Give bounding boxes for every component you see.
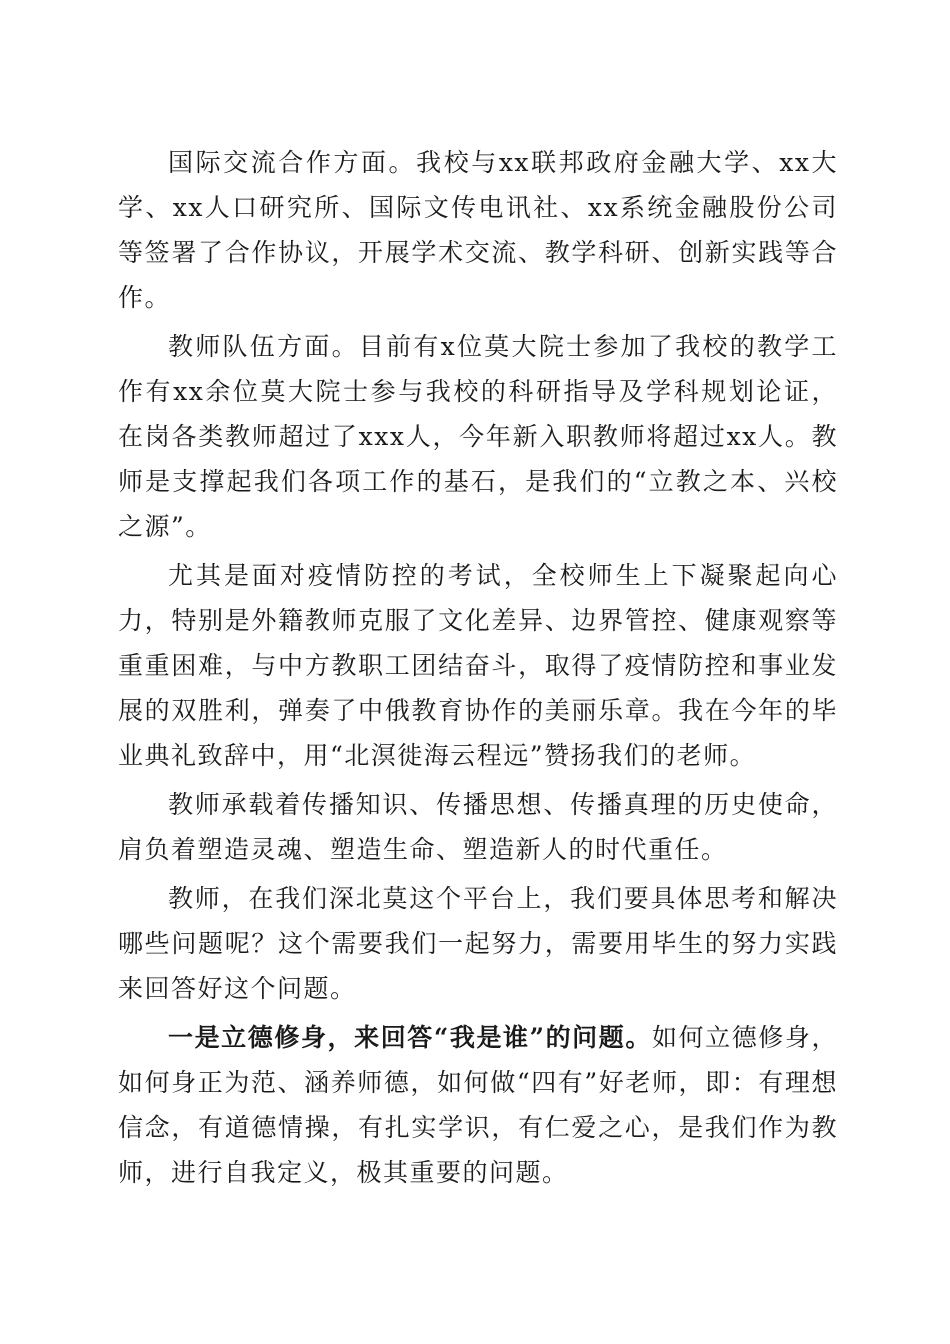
paragraph-lead-bold: 一是立德修身，来回答“我是谁”的问题。 xyxy=(168,1023,652,1052)
paragraph-teacher-mission xyxy=(118,782,838,872)
paragraph-text: 教师，在我们深北莫这个平台上，我们要具体思考和解决哪些问题呢？这个需要我们一起努力，需要用毕生的努力实践来回答好这个问题。 xyxy=(118,884,838,1003)
paragraph-text: 教师队伍方面。目前有x位莫大院士参加了我校的教学工作有xx余位莫大院士参与我校的科研指导及学科规划论证，在岗各类教师超过了xxx人，今年新入职教师将超过xx人。教师是支撑起我们各项工作的基石，是我们的“立教之本、兴校之源”。 xyxy=(118,332,838,541)
paragraph-questions xyxy=(118,876,838,1011)
paragraph-text: 教师承载着传播知识、传播思想、传播真理的历史使命，肩负着塑造灵魂、塑造生命、塑造新人的时代重任。 xyxy=(118,790,838,864)
paragraph-international-cooperation xyxy=(118,140,838,320)
paragraph-text: 尤其是面对疫情防控的考试，全校师生上下凝聚起向心力，特别是外籍教师克服了文化差异、边界管控、健康观察等重重困难，与中方教职工团结奋斗，取得了疫情防控和事业发展的双胜利，弹奏了中俄教育协作的美丽乐章。我在今年的毕业典礼致辞中，用“北溟徙海云程远”赞扬我们的老师。 xyxy=(118,561,838,770)
document-body xyxy=(118,140,838,1199)
paragraph-text: 国际交流合作方面。我校与xx联邦政府金融大学、xx大学、xx人口研究所、国际文传电讯社、xx系统金融股份公司等签署了合作协议，开展学术交流、教学科研、创新实践等合作。 xyxy=(118,148,838,312)
paragraph-text: 如何立德修身，如何身正为范、涵养师德，如何做“四有”好老师，即：有理想信念，有道德情操，有扎实学识，有仁爱之心，是我们作为教师，进行自我定义，极其重要的问题。 xyxy=(118,1023,838,1187)
paragraph-teaching-staff xyxy=(118,324,838,549)
paragraph-epidemic-response xyxy=(118,553,838,778)
paragraph-moral-cultivation xyxy=(118,1015,838,1195)
